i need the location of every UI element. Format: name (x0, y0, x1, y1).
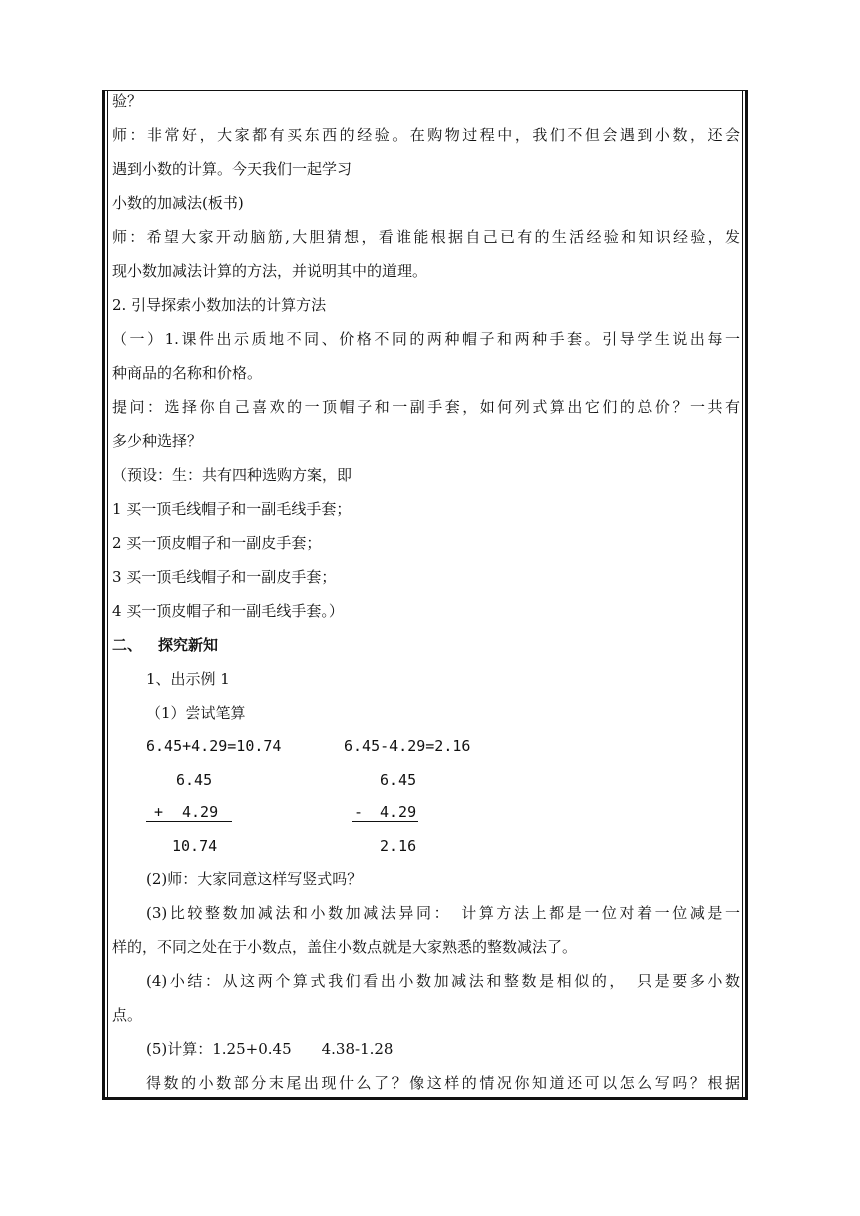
text-line: （1）尝试笔算 (146, 704, 246, 722)
vertical-add-result: 10.74 (172, 837, 218, 855)
vertical-sub-underline (352, 821, 418, 822)
text-line: 点。 (112, 1006, 143, 1024)
equation-subtract: 6.45-4.29=2.16 (344, 737, 471, 755)
vertical-add-operator: + (154, 803, 164, 821)
vertical-sub-bottom: 4.29 (380, 803, 417, 821)
text-line: (5)计算：1.25+0.45 4.38-1.28 (146, 1040, 394, 1058)
section-heading-title: 探究新知 (158, 636, 219, 654)
list-item: 2 买一顶皮帽子和一副皮手套； (112, 534, 322, 552)
text-line: （一）1.课件出示质地不同、价格不同的两种帽子和两种手套。引导学生说出每一 (112, 330, 740, 348)
text-line: 小数的加减法(板书) (112, 194, 244, 212)
list-item: 3 买一顶毛线帽子和一副皮手套； (112, 568, 337, 586)
section-heading-number: 二、 (112, 636, 143, 654)
text-line: 1、出示例 1 (146, 670, 230, 688)
text-line: 多少种选择？ (112, 432, 203, 450)
vertical-add-top: 6.45 (176, 771, 213, 789)
list-item: 1 买一顶毛线帽子和一副毛线手套； (112, 500, 352, 518)
text-line: 遇到小数的计算。今天我们一起学习 (112, 160, 353, 178)
text-line: （预设：生：共有四种选购方案，即 (112, 466, 353, 484)
text-line: 师：非常好，大家都有买东西的经验。在购物过程中，我们不但会遇到小数，还会 (112, 126, 740, 144)
text-line: (2)师：大家同意这样写竖式吗？ (146, 870, 363, 888)
text-line: (3)比较整数加减法和小数加减法异同： 计算方法上都是一位对着一位减是一 (146, 904, 740, 922)
equation-add: 6.45+4.29=10.74 (146, 737, 282, 755)
vertical-add-underline (146, 821, 232, 822)
text-line: (4)小结：从这两个算式我们看出小数加减法和整数是相似的， 只是要多小数 (146, 972, 740, 990)
text-line: 验？ (112, 92, 143, 110)
vertical-sub-operator: - (354, 803, 364, 821)
list-item: 4 买一顶皮帽子和一副毛线手套。） (112, 602, 344, 620)
text-line: 现小数加减法计算的方法，并说明其中的道理。 (112, 262, 428, 280)
text-line: 师：希望大家开动脑筋,大胆猜想，看谁能根据自己已有的生活经验和知识经验，发 (112, 228, 740, 246)
text-line: 提问：选择你自己喜欢的一顶帽子和一副手套，如何列式算出它们的总价？一共有 (112, 398, 740, 416)
vertical-sub-top: 6.45 (380, 771, 417, 789)
text-line: 种商品的名称和价格。 (112, 364, 263, 382)
vertical-add-bottom: 4.29 (182, 803, 219, 821)
text-line: 样的，不同之处在于小数点，盖住小数点就是大家熟悉的整数减法了。 (112, 938, 578, 956)
vertical-sub-result: 2.16 (380, 837, 417, 855)
text-line: 得数的小数部分末尾出现什么了？像这样的情况你知道还可以怎么写吗？根据 (146, 1074, 740, 1092)
section-step: 2. 引导探索小数加法的计算方法 (112, 296, 327, 314)
